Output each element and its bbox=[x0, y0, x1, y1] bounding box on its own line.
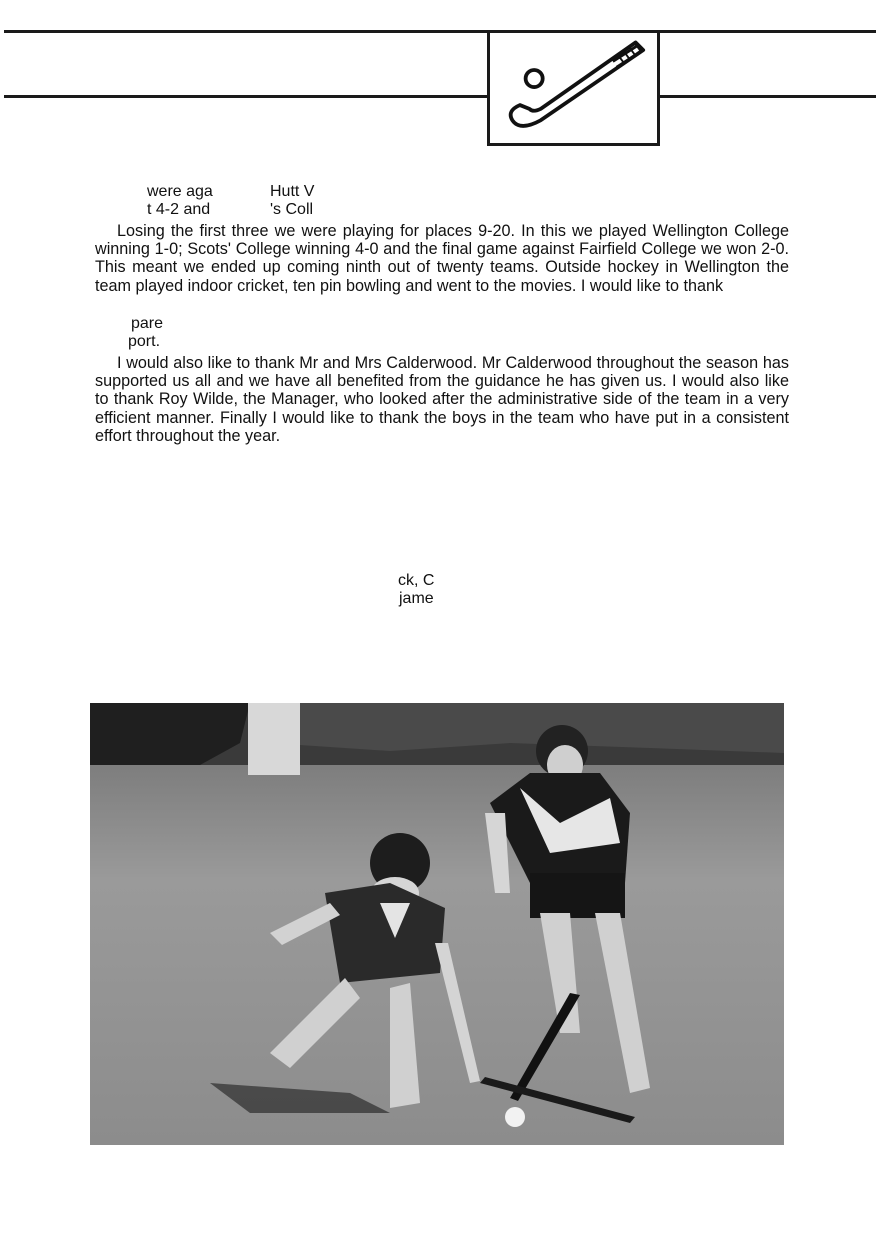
hockey-players-photo bbox=[90, 703, 784, 1145]
text-fragment: were aga bbox=[147, 183, 213, 200]
caption-fragment: ck, C bbox=[398, 572, 435, 589]
hockey-stick-icon bbox=[490, 33, 657, 143]
body-paragraph: I would also like to thank Mr and Mrs Calderwood. Mr Calderwood throughout the season has supported us all and we have all benefited from the guidance he has given us. I would also like to thank Roy Wilde, the Manager, who looked after the administrative side of the team in a very efficient manner. Finally I would like to thank the boys in the team who have put in a consistent effort throughout the year. bbox=[95, 354, 789, 445]
body-paragraph: Losing the first three we were playing for places 9-20. In this we played Wellington College winning 1-0; Scots' College winning 4-0 and the final game against Fairfield College we won 2-0. This meant we ended up coming ninth out of twenty teams. Outside hockey in Wellington the team played indoor cricket, ten pin bowling and went to the movies. I would like to thank bbox=[95, 222, 789, 295]
caption-fragment: jame bbox=[399, 590, 434, 607]
text-fragment: t 4-2 and bbox=[147, 201, 211, 218]
text-fragment: Hutt V bbox=[270, 183, 315, 200]
text-fragment: port. bbox=[128, 333, 161, 350]
header-rule-bottom bbox=[4, 95, 876, 98]
header-rule-top bbox=[4, 30, 876, 33]
hockey-logo bbox=[487, 30, 660, 146]
text-fragment: 's Coll bbox=[270, 201, 314, 218]
text-fragment: pare bbox=[131, 315, 164, 332]
